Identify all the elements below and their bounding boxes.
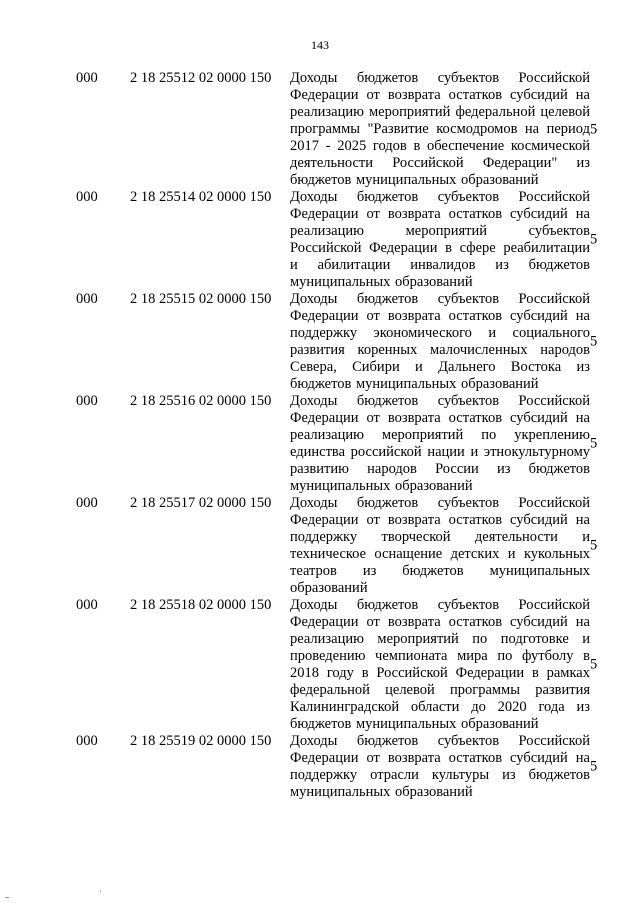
table-row [0, 393, 640, 495]
amount-value: 5 [590, 121, 598, 137]
revenue-name: Доходы бюджетов субъектов Российской Федерации от возврата остатков субсидий на поддержку отрасли культуры из бюджетов муниципальных образований [290, 733, 590, 800]
amount-value: 5 [590, 231, 598, 248]
revenue-name: Доходы бюджетов субъектов Российской Федерации от возврата остатков субсидий на реализацию мероприятий по подготовке и проведению чемпионата мира по футболу в 2018 году в Российской Федерации в рамках федеральной целевой программы развития Калининградской области до 2020 года из бюджетов муниципальных образований [290, 597, 590, 732]
table-row [0, 597, 640, 733]
table-row [0, 189, 640, 291]
page-number: 143 [311, 38, 329, 52]
amount-value: 5 [590, 758, 598, 775]
budget-classification-code: 2 18 25515 02 0000 150 [130, 291, 272, 307]
revenue-name: Доходы бюджетов субъектов Российской Федерации от возврата остатков субсидий на реализацию мероприятий по укреплению единства российской нации и этнокультурному развитию народов России из бюджетов муниципальных образований [290, 393, 590, 494]
revenue-name: Доходы бюджетов субъектов Российской Федерации от возврата остатков субсидий на реализацию мероприятий федеральной целевой программы "Развитие космодромов на период 2017 - 2025 годов в обеспечение космической деятельности Российской Федерации" из бюджетов муниципальных образований [290, 70, 590, 188]
revenue-name: Доходы бюджетов субъектов Российской Федерации от возврата остатков субсидий на поддержку экономического и социального развития коренных малочисленных народов Севера, Сибири и Дальнего Востока из бюджетов муниципальных образований [290, 291, 590, 392]
admin-code: 000 [76, 597, 98, 613]
admin-code: 000 [76, 495, 98, 511]
budget-classification-code: 2 18 25516 02 0000 150 [130, 393, 272, 409]
table-row [0, 291, 640, 393]
amount-value: 5 [590, 435, 598, 452]
budget-code-table [0, 70, 640, 801]
amount-value: 5 [590, 333, 598, 350]
budget-classification-code: 2 18 25512 02 0000 150 [130, 70, 272, 86]
scan-mark [5, 897, 9, 898]
admin-code: 000 [76, 733, 98, 749]
scan-mark [100, 890, 101, 892]
table-row [0, 70, 640, 189]
budget-classification-code: 2 18 25517 02 0000 150 [130, 495, 272, 511]
admin-code: 000 [76, 189, 98, 205]
admin-code: 000 [76, 70, 98, 86]
amount-value: 5 [590, 537, 598, 554]
table-row [0, 495, 640, 597]
amount-value: 5 [590, 656, 598, 673]
budget-classification-code: 2 18 25514 02 0000 150 [130, 189, 272, 205]
budget-classification-code: 2 18 25518 02 0000 150 [130, 597, 272, 613]
budget-classification-code: 2 18 25519 02 0000 150 [130, 733, 272, 749]
admin-code: 000 [76, 393, 98, 409]
revenue-name: Доходы бюджетов субъектов Российской Федерации от возврата остатков субсидий на реализацию мероприятий субъектов Российской Федерации в сфере реабилитации и абилитации инвалидов из бюджетов муниципальных образований [290, 189, 590, 290]
revenue-name: Доходы бюджетов субъектов Российской Федерации от возврата остатков субсидий на поддержку творческой деятельности и техническое оснащение детских и кукольных театров из бюджетов муниципальных образований [290, 495, 590, 596]
admin-code: 000 [76, 291, 98, 307]
table-row [0, 733, 640, 801]
